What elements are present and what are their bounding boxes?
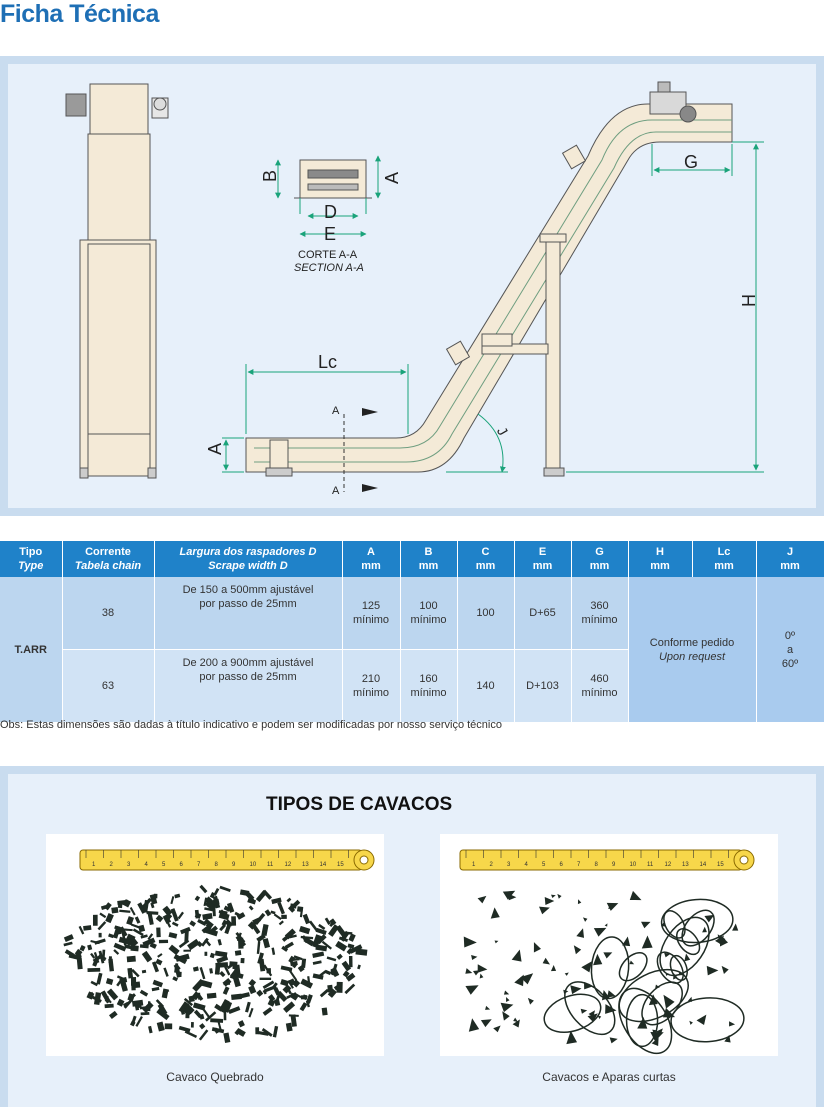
cell-largura: De 150 a 500mm ajustável por passo de 25mm xyxy=(154,577,342,650)
ruler-number: 7 xyxy=(577,862,581,868)
chips-area xyxy=(8,774,816,1107)
ruler-number: 2 xyxy=(109,862,113,868)
col-header-corrente: Corrente Tabela chain xyxy=(62,541,154,577)
short-chips-image xyxy=(440,834,778,1056)
drawing-area xyxy=(8,64,816,508)
cut-label-bottom: A xyxy=(332,485,340,497)
ruler-number: 6 xyxy=(559,862,563,868)
col-header-e: E mm xyxy=(514,541,571,577)
ruler-number: 9 xyxy=(612,862,616,868)
dim-label-h: H xyxy=(739,294,759,307)
chips-panel xyxy=(0,766,824,1107)
ruler-number: 12 xyxy=(284,862,292,868)
dim-label-a-section: A xyxy=(382,171,402,184)
footnote: Obs: Estas dimensões são dadas à título indicativo e podem ser modificadas por nosso serviço técnico xyxy=(0,719,502,731)
ruler-number: 15 xyxy=(717,862,724,868)
broken-chips-image xyxy=(46,834,384,1056)
dim-label-j: J xyxy=(493,424,512,439)
col-header-b: B mm xyxy=(400,541,457,577)
ruler-number: 1 xyxy=(472,862,476,868)
ruler-number: 9 xyxy=(232,862,236,868)
col-header-lc: Lc mm xyxy=(692,541,756,577)
dim-label-lc: Lc xyxy=(318,352,338,372)
dim-label-a-side: A xyxy=(205,442,225,455)
table-row xyxy=(0,577,824,650)
cell-largura: De 200 a 900mm ajustável por passo de 25mm xyxy=(154,650,342,723)
dim-label-e: E xyxy=(324,224,337,244)
cell-h-lc: Conforme pedido Upon request xyxy=(628,577,756,723)
ruler-number: 12 xyxy=(664,862,672,868)
dim-label-b: B xyxy=(260,169,280,182)
ruler-number: 6 xyxy=(179,862,183,868)
cell-c: 140 xyxy=(457,650,514,723)
ruler-number: 10 xyxy=(249,862,257,868)
col-header-j: J mm xyxy=(756,541,824,577)
ruler-number: 11 xyxy=(267,862,274,868)
col-header-h: H mm xyxy=(628,541,692,577)
col-header-c: C mm xyxy=(457,541,514,577)
cell-corrente: 38 xyxy=(62,577,154,650)
ruler-number: 10 xyxy=(629,862,637,868)
ruler-number: 3 xyxy=(507,862,511,868)
ruler-number: 4 xyxy=(144,862,148,868)
ruler xyxy=(80,850,374,870)
ruler-number: 8 xyxy=(594,862,598,868)
dim-label-d: D xyxy=(324,202,337,222)
ruler xyxy=(460,850,754,870)
ruler-number: 5 xyxy=(162,862,166,868)
cut-label-top: A xyxy=(332,405,340,417)
section-title-en: SECTION A-A xyxy=(294,262,364,274)
chip-pile xyxy=(63,885,367,1043)
ruler-number: 8 xyxy=(214,862,218,868)
cell-b: 100 mínimo xyxy=(400,577,457,650)
col-header-g: G mm xyxy=(571,541,628,577)
cell-a: 125 mínimo xyxy=(342,577,400,650)
ruler-number: 15 xyxy=(337,862,344,868)
ruler-number: 13 xyxy=(302,862,309,868)
ruler-number: 5 xyxy=(542,862,546,868)
technical-drawing xyxy=(8,64,816,508)
cell-g: 360 mínimo xyxy=(571,577,628,650)
ruler-number: 14 xyxy=(319,862,327,868)
caption-short-chips: Cavacos e Aparas curtas xyxy=(542,1070,676,1084)
side-view-conveyor xyxy=(246,82,732,476)
type-cell: T.ARR xyxy=(0,577,62,723)
ruler-number: 7 xyxy=(197,862,201,868)
chips-title: TIPOS DE CAVACOS xyxy=(266,794,453,815)
ruler-number: 3 xyxy=(127,862,131,868)
ruler-number: 4 xyxy=(524,862,528,868)
cell-e: D+103 xyxy=(514,650,571,723)
cell-e: D+65 xyxy=(514,577,571,650)
ruler-number: 13 xyxy=(682,862,689,868)
drawing-panel xyxy=(0,56,824,516)
col-header-largura: Largura dos raspadores D Scrape width D xyxy=(154,541,342,577)
ruler-number: 11 xyxy=(647,862,654,868)
cell-c: 100 xyxy=(457,577,514,650)
cell-j: 0º a 60º xyxy=(756,577,824,723)
table-header-row xyxy=(0,541,824,577)
cell-g: 460 mínimo xyxy=(571,650,628,723)
col-header-a: A mm xyxy=(342,541,400,577)
ruler-number: 1 xyxy=(92,862,96,868)
dim-label-g: G xyxy=(684,152,699,172)
caption-broken-chips: Cavaco Quebrado xyxy=(166,1070,264,1084)
photo-short-chips xyxy=(440,834,778,1056)
cell-a: 210 mínimo xyxy=(342,650,400,723)
section-title-pt: CORTE A-A xyxy=(298,249,358,261)
spec-table xyxy=(0,541,824,723)
ruler-number: 2 xyxy=(489,862,493,868)
page-title: Ficha Técnica xyxy=(0,0,159,28)
chip-scatter xyxy=(459,886,745,1056)
col-header-tipo: Tipo Type xyxy=(0,541,62,577)
front-view xyxy=(66,84,168,478)
ruler-number: 14 xyxy=(699,862,707,868)
cell-corrente: 63 xyxy=(62,650,154,723)
cell-b: 160 mínimo xyxy=(400,650,457,723)
photo-broken-chips xyxy=(46,834,384,1056)
